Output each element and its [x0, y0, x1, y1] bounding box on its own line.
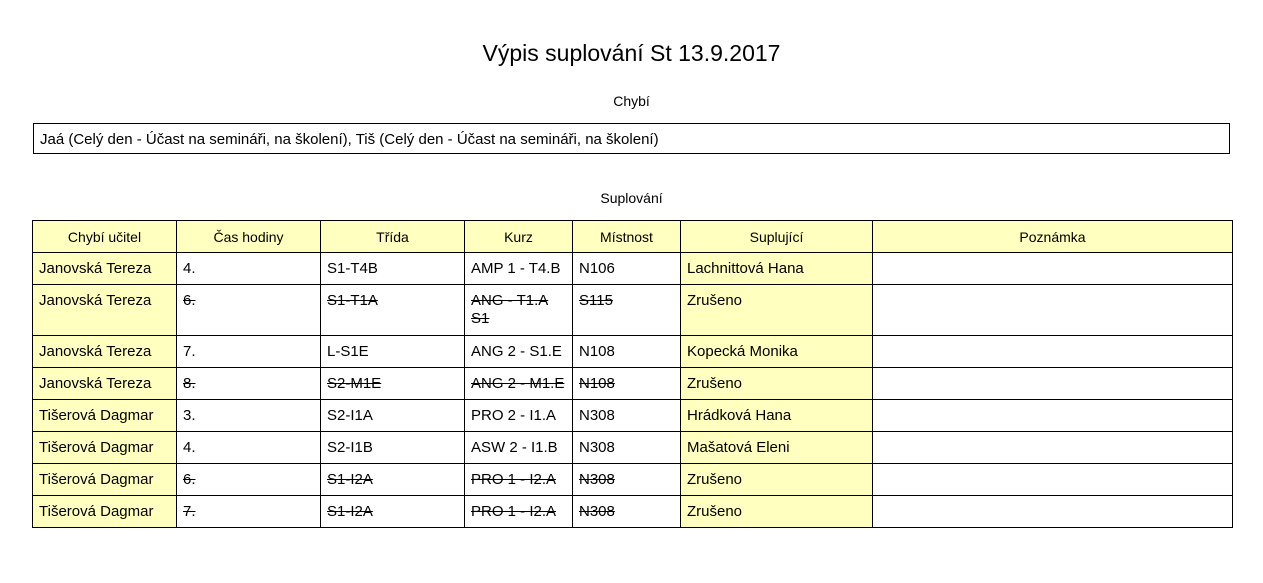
- absent-section-label: Chybí: [613, 93, 650, 109]
- cell-substitute: [681, 368, 873, 400]
- cell-absent-teacher: [33, 432, 177, 464]
- table-row: [33, 285, 1233, 336]
- cell-class-text: S2-M1E: [327, 375, 382, 392]
- cell-course: [465, 464, 573, 496]
- cell-substitute-text: Kopecká Monika: [687, 343, 798, 360]
- cell-hour: [177, 496, 321, 528]
- table-row: [33, 432, 1233, 464]
- header-note: Poznámka: [873, 221, 1233, 253]
- cell-class-text: S2-I1A: [327, 407, 373, 424]
- cell-absent-teacher: [33, 464, 177, 496]
- cell-course: [465, 496, 573, 528]
- cell-course: [465, 400, 573, 432]
- cell-absent-teacher-text: Tišerová Dagmar: [39, 503, 154, 520]
- cell-absent-teacher-text: Tišerová Dagmar: [39, 471, 154, 488]
- cell-room-text: S115: [579, 292, 613, 309]
- cell-class: [321, 432, 465, 464]
- cell-hour: [177, 253, 321, 285]
- cell-course: [465, 336, 573, 368]
- cell-room-text: N308: [579, 471, 615, 488]
- cell-absent-teacher: [33, 285, 177, 336]
- cell-course-text: PRO 2 - I1.A: [471, 407, 557, 424]
- cell-hour: [177, 336, 321, 368]
- header-class: Třída: [321, 221, 465, 253]
- cell-absent-teacher: [33, 253, 177, 285]
- cell-absent-teacher-text: Janovská Tereza: [39, 375, 152, 392]
- cell-note: [873, 336, 1233, 368]
- cell-room: [573, 336, 681, 368]
- cell-room-text: N308: [579, 503, 615, 520]
- cell-substitute-text: Zrušeno: [687, 503, 743, 520]
- cell-class: [321, 464, 465, 496]
- cell-course-text: PRO 1 - I2.A: [471, 471, 557, 488]
- cell-note: [873, 368, 1233, 400]
- cell-note: [873, 432, 1233, 464]
- cell-substitute-text: Hrádková Hana: [687, 407, 792, 424]
- cell-hour-text: 4.: [183, 439, 196, 456]
- cell-class-text: S2-I1B: [327, 439, 373, 456]
- cell-substitute: [681, 496, 873, 528]
- cell-class: [321, 496, 465, 528]
- cell-substitute: [681, 285, 873, 336]
- cell-class: [321, 253, 465, 285]
- cell-class-text: L-S1E: [327, 343, 369, 360]
- table-row: [33, 464, 1233, 496]
- cell-hour-text: 8.: [183, 375, 196, 392]
- cell-course-text: PRO 1 - I2.A: [471, 503, 557, 520]
- table-row: [33, 496, 1233, 528]
- cell-course-text: AMP 1 - T4.B: [471, 260, 561, 277]
- cell-hour: [177, 432, 321, 464]
- cell-absent-teacher: [33, 400, 177, 432]
- cell-absent-teacher-text: Janovská Tereza: [39, 292, 152, 309]
- cell-substitute: [681, 400, 873, 432]
- cell-class: [321, 400, 465, 432]
- cell-room-text: N108: [579, 375, 615, 392]
- substitutions-table: [32, 220, 1233, 528]
- cell-course-text: ANG 2 - M1.E: [471, 375, 565, 392]
- table-header-row: [33, 221, 1233, 253]
- cell-room-text: N308: [579, 439, 615, 456]
- cell-absent-teacher: [33, 368, 177, 400]
- table-row: [33, 400, 1233, 432]
- cell-hour-text: 4.: [183, 260, 196, 277]
- cell-note: [873, 464, 1233, 496]
- cell-substitute: [681, 253, 873, 285]
- cell-room-text: N108: [579, 343, 615, 360]
- cell-substitute-text: Lachnittová Hana: [687, 260, 804, 277]
- cell-course: [465, 253, 573, 285]
- cell-substitute: [681, 432, 873, 464]
- cell-room: [573, 253, 681, 285]
- cell-absent-teacher-text: Tišerová Dagmar: [39, 439, 154, 456]
- cell-substitute: [681, 464, 873, 496]
- table-row: [33, 368, 1233, 400]
- cell-absent-teacher: [33, 336, 177, 368]
- cell-substitute-text: Zrušeno: [687, 292, 743, 309]
- header-absent-teacher: Chybí učitel: [33, 221, 177, 253]
- cell-substitute-text: Zrušeno: [687, 471, 743, 488]
- cell-substitute-text: Mašatová Eleni: [687, 439, 790, 456]
- cell-substitute: [681, 336, 873, 368]
- header-room: Místnost: [573, 221, 681, 253]
- cell-class-text: S1-I2A: [327, 503, 373, 520]
- substitutions-section-label: Suplování: [600, 190, 663, 206]
- cell-room: [573, 432, 681, 464]
- cell-room: [573, 285, 681, 336]
- cell-room-text: N106: [579, 260, 615, 277]
- cell-class-text: S1-T4B: [327, 260, 378, 277]
- cell-course-text: ANG 2 - S1.E: [471, 343, 562, 360]
- cell-hour: [177, 400, 321, 432]
- cell-note: [873, 496, 1233, 528]
- cell-class: [321, 336, 465, 368]
- cell-room: [573, 464, 681, 496]
- cell-class: [321, 368, 465, 400]
- cell-hour: [177, 368, 321, 400]
- header-course: Kurz: [465, 221, 573, 253]
- cell-substitute-text: Zrušeno: [687, 375, 743, 392]
- cell-absent-teacher: [33, 496, 177, 528]
- cell-absent-teacher-text: Janovská Tereza: [39, 260, 152, 277]
- header-substitute: Suplující: [681, 221, 873, 253]
- cell-hour-text: 3.: [183, 407, 196, 424]
- page-title: Výpis suplování St 13.9.2017: [482, 40, 781, 66]
- cell-hour-text: 7.: [183, 343, 196, 360]
- cell-course-text: ASW 2 - I1.B: [471, 439, 558, 456]
- table-row: [33, 253, 1233, 285]
- cell-course: [465, 432, 573, 464]
- header-hour: Čas hodiny: [177, 221, 321, 253]
- cell-room: [573, 496, 681, 528]
- cell-absent-teacher-text: Janovská Tereza: [39, 343, 152, 360]
- cell-absent-teacher-text: Tišerová Dagmar: [39, 407, 154, 424]
- cell-note: [873, 400, 1233, 432]
- cell-hour-text: 6.: [183, 471, 196, 488]
- cell-class-text: S1-I2A: [327, 471, 373, 488]
- cell-note: [873, 253, 1233, 285]
- cell-room-text: N308: [579, 407, 615, 424]
- table-row: [33, 336, 1233, 368]
- cell-class-text: S1-T1A: [327, 292, 378, 309]
- cell-note: [873, 285, 1233, 336]
- cell-hour-text: 6.: [183, 292, 196, 309]
- cell-hour-text: 7.: [183, 503, 196, 520]
- cell-class: [321, 285, 465, 336]
- cell-course: [465, 285, 573, 336]
- cell-course-text: ANG - T1.A S1: [471, 292, 549, 327]
- absent-teachers-box: Jaá (Celý den - Účast na semináři, na školení), Tiš (Celý den - Účast na semináři, na školení): [33, 123, 1230, 154]
- cell-hour: [177, 464, 321, 496]
- cell-course: [465, 368, 573, 400]
- cell-room: [573, 400, 681, 432]
- cell-room: [573, 368, 681, 400]
- cell-hour: [177, 285, 321, 336]
